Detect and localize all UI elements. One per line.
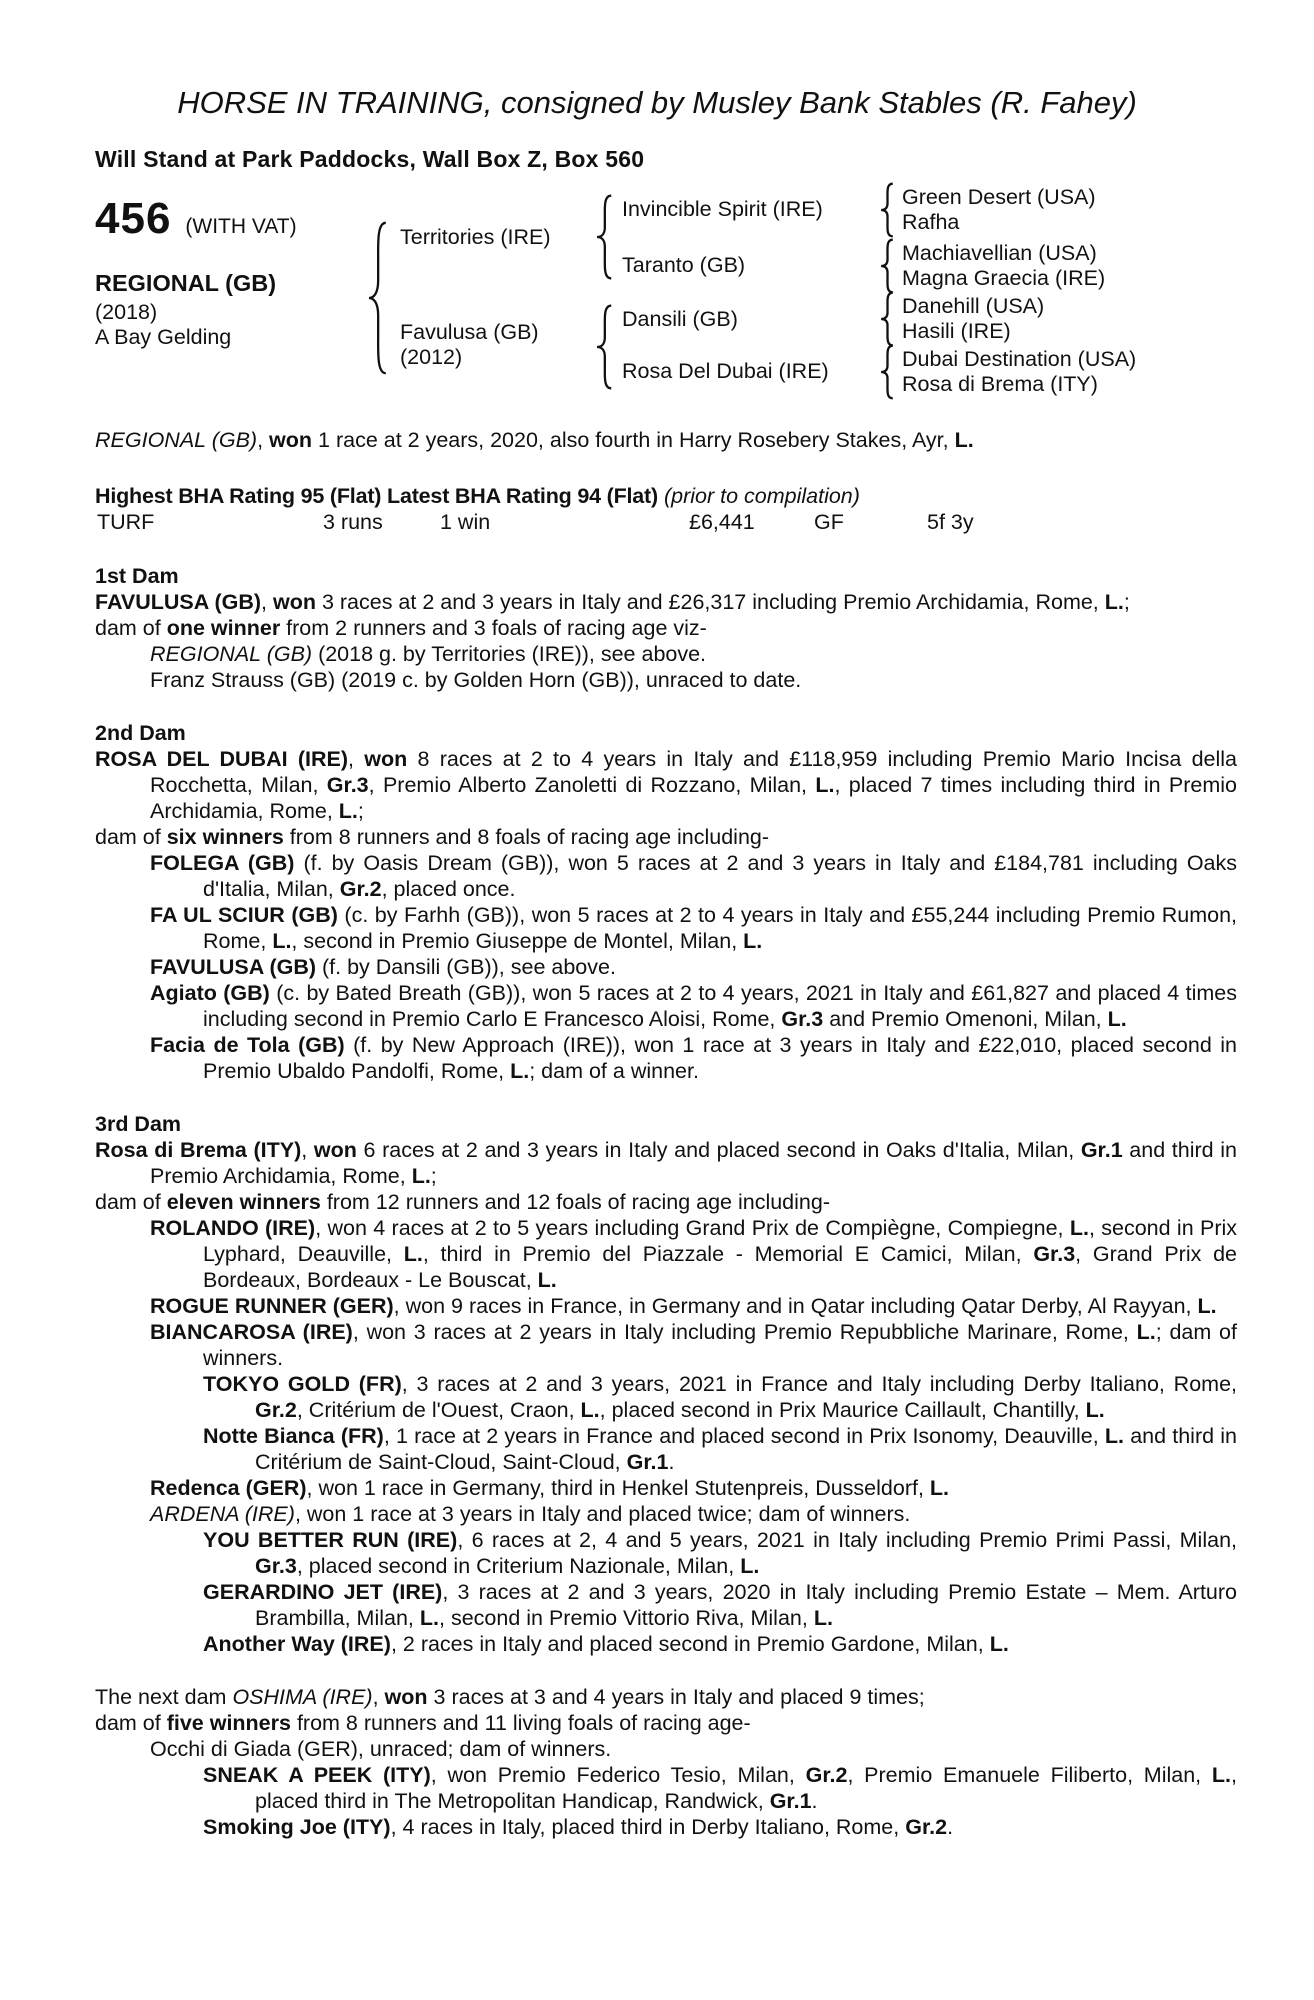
- great-grandsire: Green Desert (USA): [902, 185, 1096, 209]
- pedigree-paragraph: [95, 1293, 1237, 1319]
- text-segment: , 3 races at 2 and 3 years, 2020 in Italy including Premio Estate – Mem. Arturo Brambilla, Milan,: [255, 1580, 1238, 1630]
- text-segment: six winners: [166, 825, 284, 849]
- text-segment: Smoking Joe (ITY): [203, 1815, 391, 1839]
- pedigree-paragraph: [95, 1189, 1237, 1215]
- rating-cell-surface: TURF: [97, 510, 155, 534]
- text-segment: L.: [929, 1476, 950, 1500]
- pedigree-paragraph: [95, 902, 1237, 954]
- text-segment: , placed 7 times including third in Premio Archidamia, Rome,: [150, 773, 1237, 823]
- pedigree-block: [95, 185, 1237, 403]
- text-segment: ,: [301, 1138, 314, 1162]
- text-segment: from 8 runners and 11 living foals of racing age-: [290, 1711, 751, 1735]
- text-segment: Notte Bianca (FR): [203, 1424, 384, 1448]
- text-segment: L.: [1136, 1320, 1156, 1344]
- text-segment: ,: [257, 428, 270, 452]
- pedigree-paragraph: [95, 954, 1237, 980]
- rating-cell-distance: 5f 3y: [927, 510, 974, 534]
- pedigree-paragraph: [95, 589, 1237, 615]
- text-segment: Occhi di Giada (GER), unraced; dam of winners.: [150, 1737, 612, 1761]
- text-segment: Facia de Tola (GB): [150, 1033, 345, 1057]
- text-segment: (f. by Oasis Dream (GB)), won 5 races at 2 and 3 years in Italy and £184,781 including Oaks d'Italia, Milan,: [203, 851, 1237, 901]
- text-segment: , won Premio Federico Tesio, Milan,: [430, 1763, 806, 1787]
- text-segment: Franz Strauss (GB) (2019 c. by Golden Horn (GB)), unraced to date.: [150, 668, 802, 692]
- text-segment: BIANCAROSA (IRE): [150, 1320, 353, 1344]
- text-segment: Gr.2: [805, 1763, 848, 1787]
- dam-year-line: (2012): [400, 345, 463, 369]
- text-segment: L.: [1107, 1007, 1127, 1031]
- text-segment: , placed second in Criterium Nazionale, Milan,: [296, 1554, 741, 1578]
- text-segment: , 4 races in Italy, placed third in Derby Italiano, Rome,: [390, 1815, 906, 1839]
- text-segment: dam of: [95, 1190, 167, 1214]
- text-segment: ROSA DEL DUBAI (IRE): [95, 747, 348, 771]
- text-segment: L.: [813, 1606, 833, 1630]
- text-segment: FAVULUSA (GB): [150, 955, 317, 979]
- pedigree-paragraph: [95, 1371, 1237, 1423]
- text-segment: and third in Critérium de Saint-Cloud, Saint-Cloud,: [255, 1424, 1237, 1474]
- text-segment: FA UL SCIUR (GB): [150, 903, 338, 927]
- text-segment: Redenca (GER): [150, 1476, 307, 1500]
- text-segment: L.: [1104, 1424, 1124, 1448]
- pedigree-paragraph: [95, 615, 1237, 641]
- text-segment: , 3 races at 2 and 3 years, 2021 in France and Italy including Derby Italiano, Rome,: [401, 1372, 1238, 1396]
- page-content: [95, 146, 1237, 1840]
- text-segment: GERARDINO JET (IRE): [203, 1580, 443, 1604]
- great-grandsire: Dubai Destination (USA): [902, 347, 1137, 371]
- lot-vat-note: (WITH VAT): [185, 215, 297, 238]
- text-segment: Agiato (GB): [150, 981, 270, 1005]
- text-segment: dam of: [95, 1711, 167, 1735]
- granddam-name: Taranto (GB): [622, 253, 746, 277]
- lot-number: 456: [95, 194, 172, 243]
- text-segment: and Premio Omenoni, Milan,: [823, 1007, 1108, 1031]
- text-segment: , won 1 race in Germany, third in Henkel Stutenpreis, Dusseldorf,: [306, 1476, 930, 1500]
- great-grandparents-pair: [902, 294, 1044, 344]
- pedigree-paragraph: [95, 1319, 1237, 1371]
- text-segment: Gr.1: [769, 1789, 812, 1813]
- pedigree-brace-icon: [877, 291, 895, 347]
- text-segment: L.: [403, 1242, 423, 1266]
- pedigree-paragraph: [95, 1423, 1237, 1475]
- text-segment: , Premio Emanuele Filiberto, Milan,: [847, 1763, 1212, 1787]
- rating-cell-earnings: £6,441: [689, 510, 755, 534]
- horse-name: REGIONAL (GB): [95, 270, 277, 296]
- text-segment: ROLANDO (IRE): [150, 1216, 316, 1240]
- text-segment: Another Way (IRE): [203, 1632, 391, 1656]
- text-segment: L.: [1085, 1398, 1105, 1422]
- text-segment: (f. by New Approach (IRE)), won 1 race at 3 years in Italy and £22,010, placed second in Premio Ubaldo Pandolfi, Rome,: [203, 1033, 1237, 1083]
- text-segment: L.: [1104, 590, 1124, 614]
- text-segment: won: [313, 1138, 357, 1162]
- pedigree-paragraph: [95, 1137, 1237, 1189]
- text-segment: The next dam: [95, 1685, 233, 1709]
- bha-rating-line: [95, 483, 1237, 509]
- text-segment: ;: [1123, 590, 1130, 614]
- pedigree-paragraph: [95, 1762, 1237, 1814]
- pedigree-paragraph: [95, 1736, 1237, 1762]
- granddam-name: Rosa Del Dubai (IRE): [622, 359, 829, 383]
- text-segment: .: [668, 1450, 675, 1474]
- pedigree-paragraph: [95, 980, 1237, 1032]
- text-segment: Gr.3: [1033, 1242, 1076, 1266]
- text-segment: L.: [338, 799, 358, 823]
- rating-cell-wins: 1 win: [440, 510, 491, 534]
- great-granddam: Magna Graecia (IRE): [902, 266, 1106, 290]
- text-segment: , won 9 races in France, in Germany and in Qatar including Qatar Derby, Al Rayyan,: [393, 1294, 1198, 1318]
- pedigree-paragraph: [95, 1814, 1237, 1840]
- text-segment: ; dam of winners.: [203, 1320, 1237, 1370]
- text-segment: L.: [510, 1059, 530, 1083]
- text-segment: won: [272, 590, 316, 614]
- pedigree-paragraph: [95, 1684, 1237, 1710]
- text-segment: 3 races at 3 and 4 years in Italy and placed 9 times;: [427, 1685, 925, 1709]
- text-segment: L.: [740, 1554, 760, 1578]
- text-segment: L.: [272, 929, 292, 953]
- rating-summary-row: [95, 509, 1237, 536]
- text-segment: 3 races at 2 and 3 years in Italy and £26,317 including Premio Archidamia, Rome,: [315, 590, 1105, 614]
- text-segment: L.: [580, 1398, 600, 1422]
- pedigree-paragraph: [95, 1032, 1237, 1084]
- section-paragraphs: [95, 1684, 1237, 1840]
- text-segment: ;: [430, 1164, 437, 1188]
- pedigree-brace-icon: [592, 193, 614, 281]
- text-segment: Gr.2: [339, 877, 382, 901]
- grandsire-name: Dansili (GB): [622, 307, 738, 331]
- section-second-dam: [95, 720, 1237, 1084]
- text-segment: , Grand Prix de Bordeaux, Bordeaux - Le Bouscat,: [203, 1242, 1237, 1292]
- text-segment: from 2 runners and 3 foals of racing age viz-: [280, 616, 707, 640]
- text-segment: (2018 g. by Territories (IRE)), see above.: [312, 642, 707, 666]
- text-segment: L.: [537, 1268, 557, 1292]
- text-segment: won: [364, 747, 408, 771]
- text-segment: won: [384, 1685, 428, 1709]
- rating-cell-runs: 3 runs: [323, 510, 383, 534]
- pedigree-brace-icon: [877, 182, 895, 238]
- great-grandparents-pair: [902, 241, 1105, 291]
- text-segment: .: [811, 1789, 818, 1813]
- pedigree-paragraph: [95, 1501, 1237, 1527]
- text-segment: FOLEGA (GB): [150, 851, 295, 875]
- great-granddam: Hasili (IRE): [902, 319, 1011, 343]
- section-heading: 3rd Dam: [95, 1112, 182, 1136]
- text-segment: Gr.3: [781, 1007, 824, 1031]
- text-segment: OSHIMA (IRE): [232, 1685, 373, 1709]
- great-granddam: Rafha: [902, 210, 960, 234]
- text-segment: , placed third in The Metropolitan Handicap, Randwick,: [255, 1763, 1237, 1813]
- text-segment: , won 3 races at 2 years in Italy including Premio Repubbliche Marinare, Rome,: [352, 1320, 1137, 1344]
- text-segment: , third in Premio del Piazzale - Memorial E Camici, Milan,: [422, 1242, 1034, 1266]
- text-segment: (prior to compilation): [663, 484, 860, 508]
- text-segment: dam of: [95, 825, 167, 849]
- text-segment: Highest BHA Rating 95 (Flat) Latest BHA Rating 94 (Flat): [95, 484, 658, 508]
- text-segment: Gr.3: [326, 773, 369, 797]
- text-segment: , 1 race at 2 years in France and placed second in Prix Isonomy, Deauville,: [383, 1424, 1105, 1448]
- text-segment: 1 race at 2 years, 2020, also fourth in Harry Rosebery Stakes, Ayr,: [312, 428, 955, 452]
- text-segment: (c. by Bated Breath (GB)), won 5 races at 2 to 4 years, 2021 in Italy and £61,827 and placed 4 times including second in Premio Carlo E Francesco Aloisi, Rome,: [203, 981, 1237, 1031]
- text-segment: , won 1 race at 3 years in Italy and placed twice; dam of winners.: [294, 1502, 911, 1526]
- section-paragraphs: [95, 1137, 1237, 1657]
- text-segment: , Critérium de l'Ouest, Craon,: [296, 1398, 581, 1422]
- section-heading: 1st Dam: [95, 564, 179, 588]
- dam-name: [400, 320, 539, 370]
- pedigree-paragraph: [95, 1631, 1237, 1657]
- pedigree-paragraph: [95, 1215, 1237, 1293]
- text-segment: REGIONAL (GB): [150, 642, 313, 666]
- text-segment: Gr.2: [255, 1398, 297, 1422]
- text-segment: Gr.3: [255, 1554, 297, 1578]
- pedigree-paragraph: [95, 1710, 1237, 1736]
- rating-block: [95, 483, 1237, 536]
- section-next-dam: [95, 1684, 1237, 1840]
- text-segment: , placed once.: [381, 877, 516, 901]
- text-segment: ;: [357, 799, 364, 823]
- text-segment: from 12 runners and 12 foals of racing age including-: [320, 1190, 830, 1214]
- text-segment: , second in Prix Lyphard, Deauville,: [203, 1216, 1238, 1266]
- text-segment: Gr.2: [905, 1815, 948, 1839]
- text-segment: L.: [419, 1606, 439, 1630]
- pedigree-paragraph: [95, 1475, 1237, 1501]
- text-segment: .: [947, 1815, 954, 1839]
- great-grandparents-pair: [902, 347, 1136, 397]
- text-segment: FAVULUSA (GB): [95, 590, 262, 614]
- text-segment: (f. by Dansili (GB)), see above.: [316, 955, 616, 979]
- pedigree-paragraph: [95, 667, 1237, 693]
- pedigree-brace-icon: [877, 344, 895, 400]
- text-segment: 6 races at 2 and 3 years in Italy and placed second in Oaks d'Italia, Milan,: [356, 1138, 1081, 1162]
- pedigree-brace-icon: [592, 303, 614, 391]
- text-segment: , second in Premio Giuseppe de Montel, Milan,: [291, 929, 744, 953]
- text-segment: five winners: [166, 1711, 291, 1735]
- page-title: HORSE IN TRAINING, consigned by Musley Bank Stables (R. Fahey): [177, 85, 1137, 120]
- sire-name: Territories (IRE): [400, 225, 551, 249]
- great-granddam: Rosa di Brema (ITY): [902, 372, 1098, 396]
- pedigree-paragraph: [95, 746, 1237, 824]
- great-grandsire: Danehill (USA): [902, 294, 1045, 318]
- pedigree-paragraph: [95, 1579, 1237, 1631]
- text-segment: , won 4 races at 2 to 5 years including Grand Prix de Compiègne, Compiegne,: [315, 1216, 1070, 1240]
- pedigree-paragraph: [95, 1527, 1237, 1579]
- text-segment: ARDENA (IRE): [150, 1502, 295, 1526]
- section-third-dam: [95, 1111, 1237, 1657]
- text-segment: L.: [1211, 1763, 1232, 1787]
- text-segment: , 2 races in Italy and placed second in Premio Gardone, Milan,: [390, 1632, 990, 1656]
- pedigree-paragraph: [95, 641, 1237, 667]
- text-segment: L.: [954, 428, 974, 452]
- text-segment: dam of: [95, 616, 167, 640]
- pedigree-brace-icon: [877, 238, 895, 294]
- text-segment: TOKYO GOLD (FR): [203, 1372, 402, 1396]
- rating-cell-going: GF: [814, 510, 844, 534]
- text-segment: SNEAK A PEEK (ITY): [203, 1763, 431, 1787]
- dam-name-line: Favulusa (GB): [400, 320, 539, 344]
- text-segment: ROGUE RUNNER (GER): [150, 1294, 394, 1318]
- text-segment: , 6 races at 2, 4 and 5 years, 2021 in Italy including Premio Primi Passi, Milan,: [457, 1528, 1238, 1552]
- text-segment: from 8 runners and 8 foals of racing age including-: [283, 825, 770, 849]
- text-segment: , second in Premio Vittorio Riva, Milan,: [439, 1606, 814, 1630]
- pedigree-paragraph: [95, 824, 1237, 850]
- text-segment: , Premio Alberto Zanoletti di Rozzano, Milan,: [368, 773, 816, 797]
- text-segment: ,: [261, 590, 273, 614]
- text-segment: , placed second in Prix Maurice Caillault, Chantilly,: [599, 1398, 1086, 1422]
- text-segment: L.: [743, 929, 763, 953]
- text-segment: Rosa di Brema (ITY): [95, 1138, 302, 1162]
- stand-location-line: Will Stand at Park Paddocks, Wall Box Z, Box 560: [95, 146, 645, 172]
- horse-description: A Bay Gelding: [95, 325, 232, 349]
- text-segment: L.: [1069, 1216, 1089, 1240]
- race-record: [95, 427, 1237, 453]
- text-segment: won: [269, 428, 313, 452]
- text-segment: Gr.1: [1080, 1138, 1123, 1162]
- horse-foaling-year: (2018): [95, 300, 158, 324]
- grandsire-name: Invincible Spirit (IRE): [622, 197, 823, 221]
- text-segment: eleven winners: [166, 1190, 321, 1214]
- great-grandsire: Machiavellian (USA): [902, 241, 1097, 265]
- section-first-dam: [95, 563, 1237, 693]
- text-segment: L.: [1197, 1294, 1217, 1318]
- text-segment: YOU BETTER RUN (IRE): [203, 1528, 458, 1552]
- text-segment: ,: [348, 747, 365, 771]
- lot-row: [95, 194, 297, 243]
- text-segment: Gr.1: [626, 1450, 669, 1474]
- text-segment: ; dam of a winner.: [529, 1059, 699, 1083]
- great-grandparents-pair: [902, 185, 1096, 235]
- text-segment: (c. by Farhh (GB)), won 5 races at 2 to 4 years in Italy and £55,244 including Premio Rumon, Rome,: [203, 903, 1237, 953]
- pedigree-paragraph: [95, 850, 1237, 902]
- text-segment: L.: [815, 773, 835, 797]
- pedigree-brace-icon: [363, 218, 389, 378]
- text-segment: ,: [372, 1685, 385, 1709]
- section-paragraphs: [95, 746, 1237, 1084]
- text-segment: L.: [411, 1164, 431, 1188]
- text-segment: REGIONAL (GB): [95, 428, 258, 452]
- section-heading: 2nd Dam: [95, 721, 186, 745]
- text-segment: L.: [989, 1632, 1009, 1656]
- text-segment: 8 races at 2 to 4 years in Italy and £118,959 including Premio Mario Incisa della Rocchetta, Milan,: [150, 747, 1237, 797]
- text-segment: and third in Premio Archidamia, Rome,: [150, 1138, 1237, 1188]
- section-paragraphs: [95, 589, 1237, 693]
- text-segment: one winner: [166, 616, 281, 640]
